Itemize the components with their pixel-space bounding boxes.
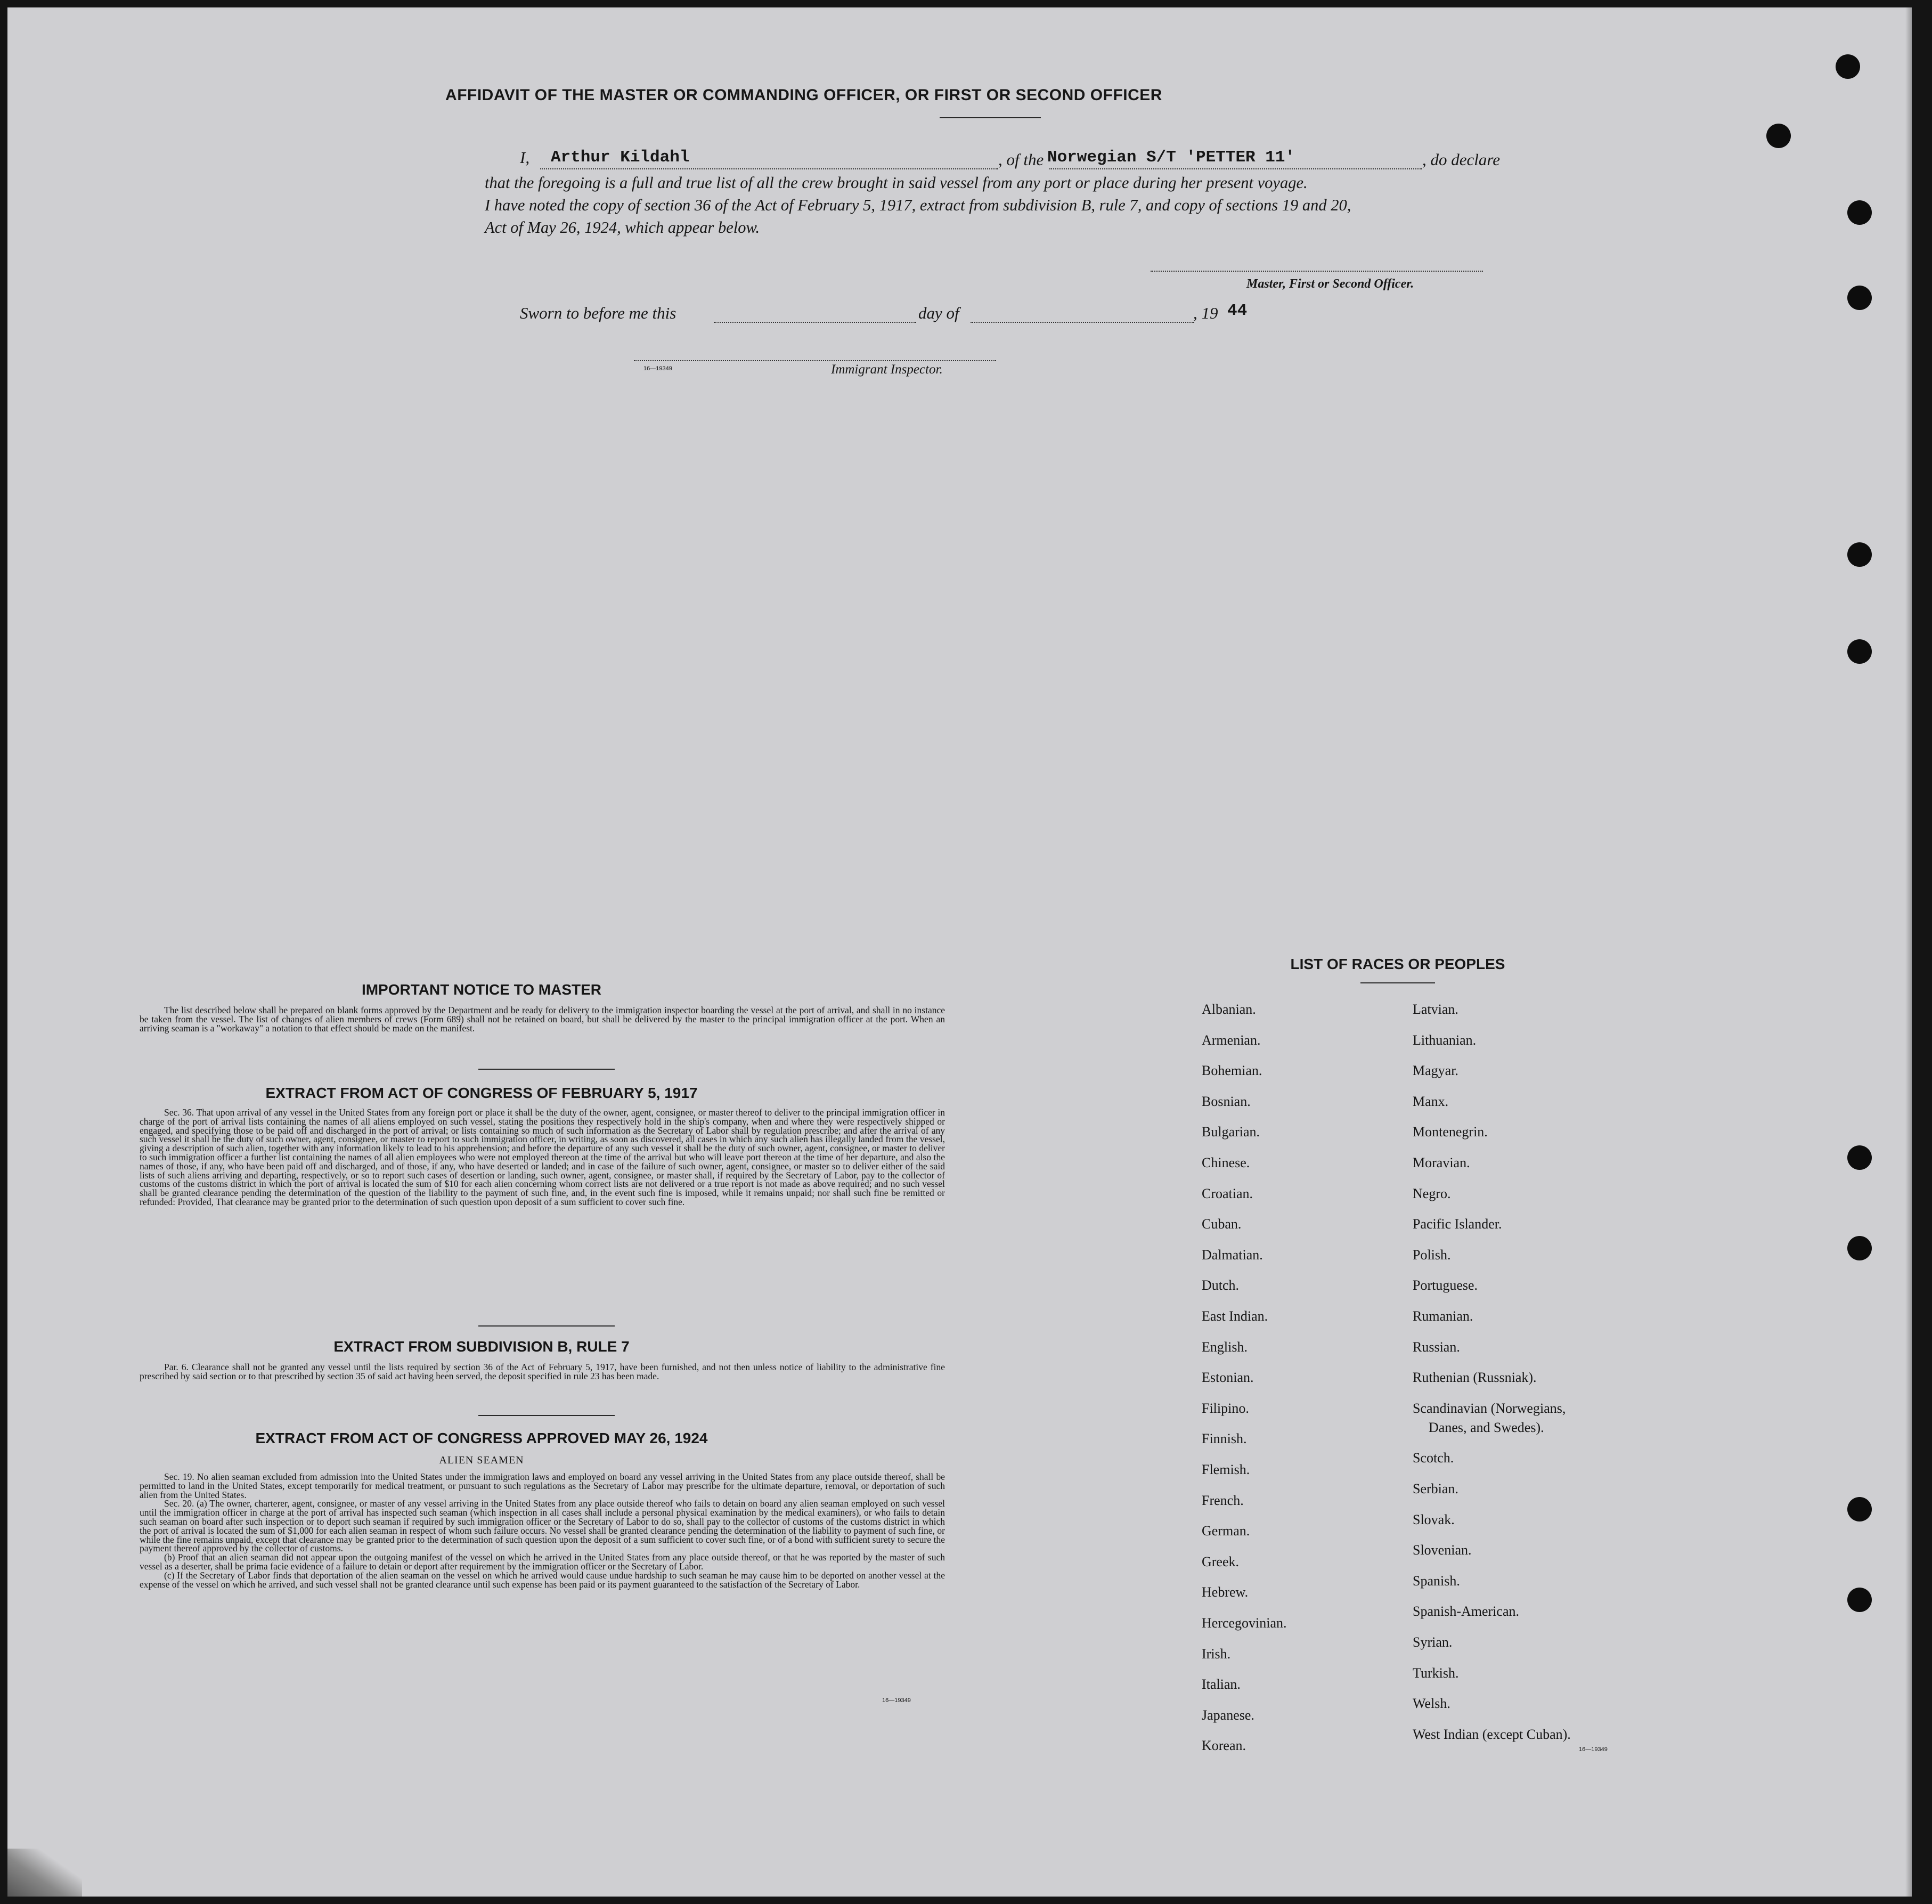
race-item: English. bbox=[1202, 1339, 1248, 1355]
form-number-top: 16—19349 bbox=[643, 365, 672, 372]
sworn-label: Sworn to before me this bbox=[520, 304, 676, 322]
title-divider bbox=[940, 117, 1041, 118]
race-item: French. bbox=[1202, 1492, 1244, 1508]
race-item: Lithuanian. bbox=[1413, 1032, 1477, 1048]
race-item: Serbian. bbox=[1413, 1481, 1458, 1496]
race-item: Hebrew. bbox=[1202, 1584, 1249, 1600]
inspector-caption: Immigrant Inspector. bbox=[831, 362, 943, 377]
declaration-line-3: I have noted the copy of section 36 of the Act of February 5, 1917, extract from subdivision B, rule 7, and copy of sections 19 and 20, bbox=[485, 196, 1351, 214]
day-of-label: day of bbox=[918, 304, 959, 322]
race-item: East Indian. bbox=[1202, 1308, 1268, 1324]
race-item: Bulgarian. bbox=[1202, 1124, 1260, 1140]
edge-shadow bbox=[1905, 7, 1912, 1897]
race-item: Slovak. bbox=[1413, 1511, 1455, 1527]
race-item: Rumanian. bbox=[1413, 1308, 1473, 1324]
race-item: Montenegrin. bbox=[1413, 1124, 1488, 1140]
punch-hole bbox=[1847, 1497, 1872, 1521]
race-item: Magyar. bbox=[1413, 1063, 1458, 1079]
race-item: Spanish-American. bbox=[1413, 1604, 1520, 1620]
race-item: Scotch. bbox=[1413, 1450, 1454, 1466]
race-item: German. bbox=[1202, 1523, 1250, 1539]
race-item: Irish. bbox=[1202, 1646, 1231, 1662]
race-item: Dalmatian. bbox=[1202, 1247, 1263, 1263]
divider-1 bbox=[478, 1069, 615, 1070]
race-item: Chinese. bbox=[1202, 1155, 1250, 1170]
race-item: Armenian. bbox=[1202, 1032, 1261, 1048]
race-item: Flemish. bbox=[1202, 1462, 1250, 1477]
extract-1917-title: EXTRACT FROM ACT OF CONGRESS OF FEBRUARY 5, 1917 bbox=[265, 1085, 698, 1101]
punch-hole bbox=[1847, 1145, 1872, 1170]
race-item: Korean. bbox=[1202, 1738, 1246, 1754]
officer-name: Arthur Kildahl bbox=[551, 148, 690, 167]
year-prefix: , 19 bbox=[1193, 304, 1218, 322]
race-item: Spanish. bbox=[1413, 1573, 1460, 1589]
declaration-line-2: that the foregoing is a full and true list of all the crew brought in said vessel from any port or place during her present voyage. bbox=[485, 174, 1308, 192]
notice-title: IMPORTANT NOTICE TO MASTER bbox=[361, 981, 602, 998]
race-item: Polish. bbox=[1413, 1247, 1451, 1263]
form-number-right: 16—19349 bbox=[1579, 1746, 1608, 1753]
declaration-line-1 bbox=[520, 148, 529, 167]
race-item: Ruthenian (Russniak). bbox=[1413, 1370, 1537, 1386]
master-caption: Master, First or Second Officer. bbox=[1246, 277, 1414, 291]
races-title: LIST OF RACES OR PEOPLES bbox=[1290, 956, 1505, 972]
divider-2 bbox=[478, 1325, 615, 1327]
sworn-day-line bbox=[714, 322, 916, 323]
punch-hole bbox=[1836, 54, 1860, 79]
race-item: Bosnian. bbox=[1202, 1093, 1251, 1109]
race-item: West Indian (except Cuban). bbox=[1413, 1726, 1571, 1742]
race-item: Italian. bbox=[1202, 1677, 1241, 1693]
declaration-line-4: Act of May 26, 1924, which appear below. bbox=[485, 218, 760, 237]
race-item: Danes, and Swedes). bbox=[1429, 1419, 1544, 1435]
race-item: Slovenian. bbox=[1413, 1542, 1472, 1558]
section-20c-paragraph: (c) If the Secretary of Labor finds that deportation of the alien seaman on the vessel on which he arrived would cause undue hardship to such seaman he may cause him to be deported on another vessel at the expense of the vessel on which he arrived, and such vessel shall not be granted clearance until such expense has been paid or its payment guaranteed to the satisfaction of the Secretary of Labor. bbox=[140, 1569, 945, 1590]
section-20a-paragraph: Sec. 20. (a) The owner, charterer, agent, consignee, or master of any vessel arriving in the United States from any place outside thereof who fails to detain on board any alien seaman employed on such vessel until the immigration officer in charge at the port of arrival has inspected such seaman (which inspection in all cases shall include a personal physical examination by the medical examiners), or who fails to detain such seaman on board after such inspection or to deport such seaman if required by such immigration officer or the Secretary of Labor to do so, shall pay to the collector of customs of the customs district in which the port of arrival is located the sum of $1,000 for each alien seaman in respect of whom such failure occurs. No vessel shall be granted clearance pending the determination of the liability to payment of such fine, or while the fine remains unpaid, except that clearance may be granted prior to the determination of such question upon the deposit of a sum sufficient to cover such fine, or of a bond with sufficient surety to secure the payment thereof approved by the collector of customs. bbox=[140, 1498, 945, 1554]
officer-name-line bbox=[540, 168, 998, 169]
divider-3 bbox=[478, 1415, 615, 1416]
race-item: Welsh. bbox=[1413, 1696, 1450, 1712]
race-item: Croatian. bbox=[1202, 1185, 1253, 1201]
form-number-left: 16—19349 bbox=[882, 1697, 911, 1704]
document-page bbox=[7, 7, 1912, 1897]
race-item: Pacific Islander. bbox=[1413, 1216, 1502, 1232]
extract-1917-text bbox=[140, 1108, 945, 1207]
extract-1924-title: EXTRACT FROM ACT OF CONGRESS APPROVED MAY 26, 1924 bbox=[255, 1430, 708, 1446]
punch-hole bbox=[1766, 124, 1791, 148]
sworn-month-line bbox=[971, 322, 1194, 323]
i-label: I, bbox=[520, 148, 530, 167]
race-item: Filipino. bbox=[1202, 1400, 1249, 1416]
punch-hole bbox=[1847, 200, 1872, 225]
races-divider bbox=[1360, 982, 1435, 983]
section-36-paragraph: Sec. 36. That upon arrival of any vessel in the United States from any foreign port or place it shall be the duty of the owner, agent, consignee, or master thereof to deliver to the principal immigration officer in charge of the port of arrival lists containing the names of all aliens employed on such vessel, stating the positions they respectively hold in the ship's company, when and where they were respectively shipped or engaged, and specifying those to be paid off and discharged in the port of arrival; or lists containing so much of such information as the Secretary of Labor shall by regulation prescribe; and after the arrival of any such vessel it shall be the duty of such owner, agent, consignee, or master to report to such immigration officer, in writing, as soon as discovered, all cases in which any such alien has illegally landed from the vessel, giving a description of such alien, together with any information likely to lead to his apprehension; and before the departure of any such vessel it shall be the duty of such owner, agent, consignee, or master to deliver to such immigration officer a further list containing the names of all alien employees who were not employed thereon at the time of the arrival but who will leave port thereon at the time of her departure, and also the names of those, if any, who have been paid off and discharged, and of those, if any, who have deserted or landed; and in case of the failure of such owner, agent, consignee, or master so to deliver either of the said lists of such aliens arriving and departing, respectively, or so to report such cases of desertion or landing, such owner, agent, consignee, or master shall, if required by the Secretary of Labor, pay to the collector of customs of the customs district in which the port of arrival is located the sum of $10 for each alien concerning whom correct lists are not delivered or a true report is not made as above required; and no such vessel shall be granted clearance pending the determination of the question of the liability to the payment of such fine, and, in the event such fine is imposed, while it remains unpaid; nor shall such fine be remitted or refunded: Provided, That clearance may be granted prior to the determination of such question upon deposit of a sum sufficient to cover such fine. bbox=[140, 1107, 945, 1207]
race-item: Negro. bbox=[1413, 1185, 1451, 1201]
affidavit-title: AFFIDAVIT OF THE MASTER OR COMMANDING OFFICER, OR FIRST OR SECOND OFFICER bbox=[445, 86, 1162, 104]
inspector-signature-line bbox=[634, 360, 996, 361]
rule-7-title: EXTRACT FROM SUBDIVISION B, RULE 7 bbox=[333, 1338, 630, 1355]
race-item: Albanian. bbox=[1202, 1002, 1256, 1017]
race-item: Moravian. bbox=[1413, 1155, 1470, 1170]
race-item: Bohemian. bbox=[1202, 1063, 1262, 1079]
notice-paragraph: The list described below shall be prepared on blank forms approved by the Department and be ready for delivery to the immigration inspector boarding the vessel at the port of arrival, and shall in no instance be taken from the vessel. The list of changes of alien members of crews (Form 689) shall not be retained on board, but shall be delivered by the master to the principal immigration officer at the port. When an arriving seaman is a "workaway" a notation to that effect should be made on the manifest. bbox=[140, 1005, 945, 1034]
notice-text bbox=[140, 1006, 945, 1032]
punch-hole bbox=[1847, 1236, 1872, 1260]
master-signature-line bbox=[1151, 271, 1483, 272]
vessel-name: Norwegian S/T 'PETTER 11' bbox=[1047, 148, 1295, 167]
race-item: Portuguese. bbox=[1413, 1278, 1478, 1293]
section-20b-paragraph: (b) Proof that an alien seaman did not appear upon the outgoing manifest of the vessel on which he arrived in the United States from any place outside thereof, or that he was reported by the master of such vessel as a deserter, shall be prima facie evidence of a failure to detain or deport after requirement by the immigration officer or the Secretary of Labor. bbox=[140, 1552, 945, 1572]
races-right-column bbox=[1413, 1002, 1636, 1758]
race-item: Estonian. bbox=[1202, 1370, 1254, 1386]
vessel-line bbox=[1049, 168, 1422, 169]
extract-1924-text bbox=[140, 1472, 945, 1589]
corner-tear bbox=[7, 1849, 82, 1897]
race-item: Greek. bbox=[1202, 1553, 1240, 1569]
alien-seamen-subtitle: ALIEN SEAMEN bbox=[439, 1454, 524, 1466]
punch-hole bbox=[1847, 286, 1872, 310]
race-item: Syrian. bbox=[1413, 1634, 1453, 1650]
punch-hole bbox=[1847, 542, 1872, 567]
section-19-paragraph: Sec. 19. No alien seaman excluded from admission into the United States under the immigration laws and employed on board any vessel arriving in the United States from any place outside thereof, shall be permitted to land in the United States, except temporarily for medical treatment, or pursuant to such regulations as the Secretary of Labor may prescribe for the ultimate departure, removal, or deportation of such alien from the United States. bbox=[140, 1471, 945, 1500]
race-item: Dutch. bbox=[1202, 1278, 1240, 1293]
rule-7-text bbox=[140, 1363, 945, 1381]
do-declare-label: , do declare bbox=[1422, 150, 1501, 169]
paragraph-6: Par. 6. Clearance shall not be granted any vessel until the lists required by section 36 of the Act of February 5, 1917, have been furnished, and not then unless notice of liability to the administrative fine prescribed by said section or to that prescribed by section 35 of said act having been served, the deposit specified in rule 23 has been made. bbox=[140, 1362, 945, 1381]
of-the-label: , of the bbox=[998, 150, 1044, 169]
race-item: Turkish. bbox=[1413, 1665, 1459, 1681]
races-left-column bbox=[1202, 1002, 1362, 1758]
race-item: Latvian. bbox=[1413, 1002, 1458, 1017]
race-item: Manx. bbox=[1413, 1093, 1449, 1109]
race-item: Hercegovinian. bbox=[1202, 1615, 1287, 1631]
punch-hole bbox=[1847, 639, 1872, 664]
punch-hole bbox=[1847, 1588, 1872, 1612]
year-typed: 44 bbox=[1227, 302, 1248, 320]
race-item: Scandinavian (Norwegians, bbox=[1413, 1400, 1566, 1416]
race-item: Finnish. bbox=[1202, 1431, 1247, 1447]
race-item: Russian. bbox=[1413, 1339, 1460, 1355]
race-item: Cuban. bbox=[1202, 1216, 1242, 1232]
race-item: Japanese. bbox=[1202, 1707, 1254, 1723]
